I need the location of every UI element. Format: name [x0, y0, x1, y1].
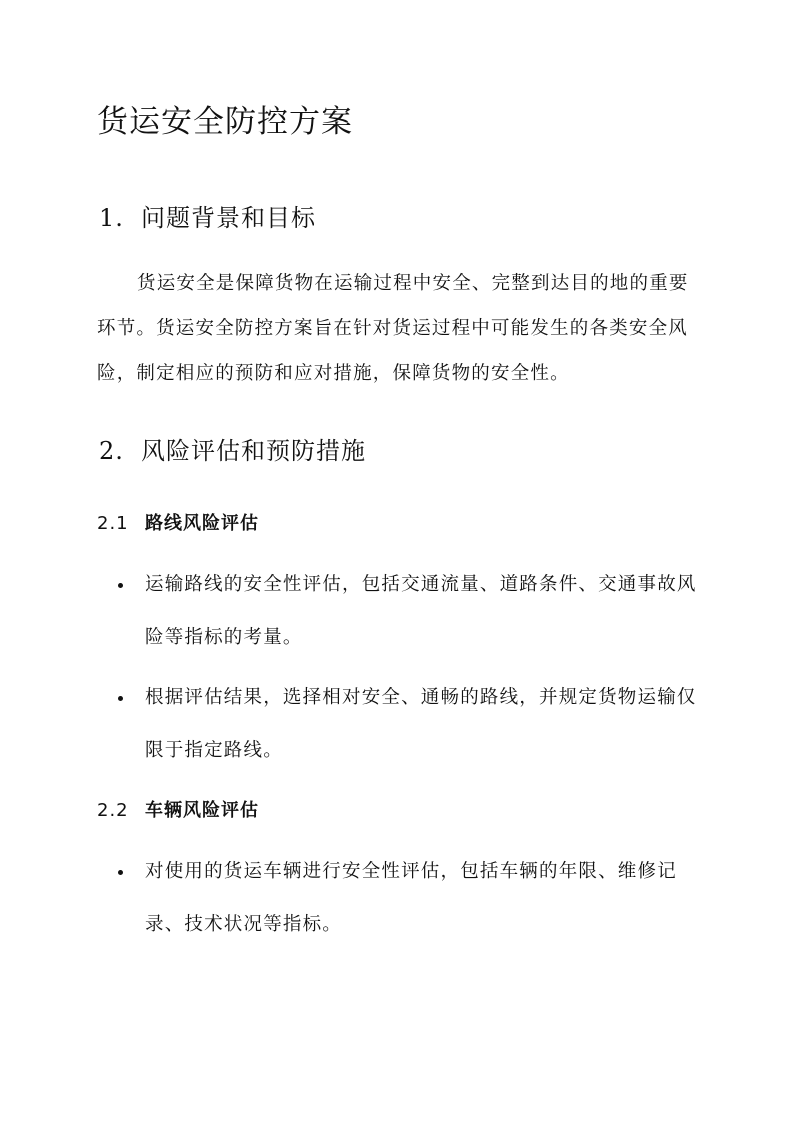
bullet-list-2-1 — [115, 558, 705, 784]
subsection-number: 2.1 — [97, 513, 129, 534]
bullet-icon — [118, 870, 123, 875]
subsection-number: 2.2 — [97, 800, 129, 821]
subsection-heading-2-2 — [97, 796, 259, 822]
bullet-list-2-2 — [115, 845, 705, 958]
document-title: 货运安全防控方案 — [97, 104, 353, 140]
section-number: 1. — [99, 204, 124, 232]
subsection-heading-text: 车辆风险评估 — [145, 800, 259, 821]
list-item — [115, 558, 705, 664]
list-item-text: 根据评估结果，选择相对安全、通畅的路线，并规定货物运输仅限于指定路线。 — [145, 687, 697, 761]
subsection-heading-2-1 — [97, 509, 259, 535]
list-item — [115, 845, 705, 951]
list-item-text: 对使用的货运车辆进行安全性评估，包括车辆的年限、维修记录、技术状况等指标。 — [145, 861, 677, 935]
bullet-icon — [118, 696, 123, 701]
list-item-text: 运输路线的安全性评估，包括交通流量、道路条件、交通事故风险等指标的考量。 — [145, 574, 697, 648]
list-item — [115, 671, 705, 777]
section-1-paragraph: 货运安全是保障货物在运输过程中安全、完整到达目的地的重要环节。货运安全防控方案旨在针对货运过程中可能发生的各类安全风险，制定相应的预防和应对措施，保障货物的安全性。 — [97, 273, 689, 384]
section-heading-1 — [99, 198, 316, 233]
section-number: 2. — [99, 437, 124, 465]
section-heading-2 — [99, 431, 366, 466]
subsection-heading-text: 路线风险评估 — [145, 513, 259, 534]
bullet-icon — [118, 583, 123, 588]
section-heading-text: 风险评估和预防措施 — [141, 437, 366, 465]
section-heading-text: 问题背景和目标 — [141, 204, 316, 232]
